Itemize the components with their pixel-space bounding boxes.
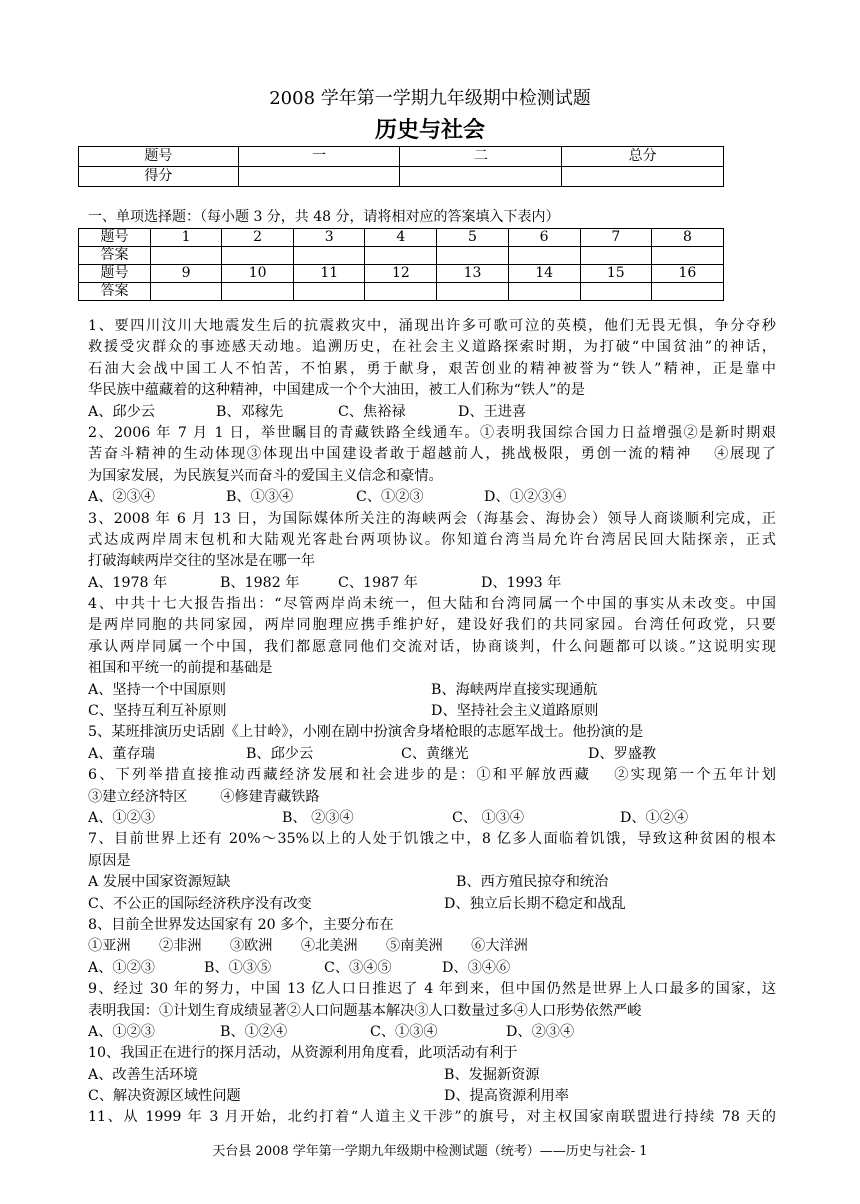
option-a: A、董存瑞 (88, 745, 155, 762)
score-cell (238, 167, 400, 187)
question-text: 4、中共十七大报告指出：“尽管两岸尚未统一，但大陆和台湾同属一个中国的事实从未改变。中国 (88, 596, 776, 613)
option-d: D、罗盛教 (588, 745, 657, 762)
options-row (88, 1065, 776, 1086)
options-row (88, 808, 776, 829)
answer-cell (222, 283, 294, 301)
question-number: 16 (651, 265, 723, 283)
answer-label: 答案 (79, 247, 151, 265)
option-c: C、不公正的国际经济秩序没有改变 (88, 895, 312, 912)
question-text: ①亚洲 ②非洲 ③欧洲 ④北美洲 ⑤南美洲 ⑥大洋洲 (88, 938, 528, 955)
option-b: B、邱少云 (246, 745, 314, 762)
question-number: 12 (365, 265, 437, 283)
option-a: A、②③④ (88, 489, 155, 506)
question-text: 6、下列举措直接推动西藏经济发展和社会进步的是：①和平解放西藏 ②实现第一个五年计划 (88, 767, 776, 784)
options-row (88, 958, 776, 979)
question-number: 13 (437, 265, 508, 283)
options-row (88, 744, 776, 765)
answer-table (78, 228, 724, 301)
option-a: A、1978 年 (88, 574, 168, 591)
options-row (88, 894, 776, 915)
options-row (88, 872, 776, 893)
option-c: C、坚持互利互补原则 (88, 703, 227, 720)
answer-cell (437, 283, 508, 301)
option-c: C、①②③ (356, 489, 424, 506)
answer-cell (365, 283, 437, 301)
answer-table-row (79, 283, 724, 301)
score-table-row (79, 147, 724, 167)
score-table-row (79, 167, 724, 187)
score-header-cell: 二 (400, 147, 562, 167)
score-cell (562, 167, 724, 187)
question-number: 6 (508, 229, 580, 247)
answer-cell (294, 283, 365, 301)
question-text: 9、经过 30 年的努力，中国 13 亿人口日推迟了 4 年到来，但中国仍然是世界上人口最多的国家，这 (88, 981, 776, 998)
score-label-cell: 得分 (79, 167, 239, 187)
question-number-label: 题号 (79, 229, 151, 247)
answer-cell (508, 283, 580, 301)
option-d: D、提高资源利用率 (444, 1088, 569, 1105)
question-text: ③建立经济特区 ④修建青藏铁路 (88, 788, 320, 805)
question-text: 表明我国：①计划生育成绩显著②人口问题基本解决③人口数量过多④人口形势依然严峻 (88, 1002, 642, 1019)
options-row (88, 1022, 776, 1043)
question-text: 5、某班排演历史话剧《上甘岭》，小刚在剧中扮演舍身堵枪眼的志愿军战士。他扮演的是 (88, 724, 644, 741)
answer-cell (365, 247, 437, 265)
options-row (88, 680, 776, 701)
option-d: D、独立后长期不稳定和战乱 (444, 895, 626, 912)
question-text: 10、我国正在进行的探月活动，从资源利用角度看，此项活动有利于 (88, 1045, 518, 1062)
answer-cell (151, 247, 222, 265)
option-c: C、解决资源区域性问题 (88, 1088, 241, 1105)
options-row (88, 1086, 776, 1107)
question-text: 承认两岸同属一个中国，我们都愿意同他们交流对话，协商谈判，什么问题都可以谈。”这说明实现 (88, 638, 776, 655)
answer-table-row (79, 229, 724, 247)
question-text: 11、从 1999 年 3 月开始，北约打着“人道主义干涉”的旗号，对主权国家南联盟进行持续 78 天的 (88, 1109, 776, 1126)
answer-table-row (79, 247, 724, 265)
question-number: 2 (222, 229, 294, 247)
section-heading: 一、单项选择题：（每小题 3 分，共 48 分，请将相对应的答案填入下表内） (88, 209, 560, 225)
question-text: 华民族中蕴藏着的这种精神，中国建成一个个大油田，被工人们称为“铁人”的是 (88, 382, 585, 399)
options-row (88, 573, 776, 594)
option-a: A、邱少云 (88, 403, 155, 420)
option-d: D、③④⑥ (442, 959, 511, 976)
answer-table-row (79, 265, 724, 283)
question-text: 7、目前世界上还有 20%～35%以上的人处于饥饿之中，8 亿多人面临着饥饿，导致这种贫困的根本 (88, 831, 776, 848)
option-b: B、①②④ (220, 1023, 288, 1040)
option-a: A、①②③ (88, 1023, 155, 1040)
score-header-cell: 一 (238, 147, 400, 167)
question-number: 8 (651, 229, 723, 247)
question-text: 式达成两岸周末包机和大陆观光客赴台两项协议。你知道台湾当局允许台湾居民回大陆探亲，正式 (88, 531, 776, 548)
question-text: 石油大会战中国工人不怕苦，不怕累，勇于献身，艰苦创业的精神被誉为“铁人”精神，正是靠中 (88, 360, 776, 377)
question-number: 3 (294, 229, 365, 247)
option-d: D、坚持社会主义道路原则 (431, 703, 599, 720)
question-text: 祖国和平统一的前提和基础是 (88, 660, 273, 677)
option-c: C、1987 年 (338, 574, 418, 591)
question-number: 1 (151, 229, 222, 247)
question-number: 10 (222, 265, 294, 283)
answer-cell (222, 247, 294, 265)
question-number: 11 (294, 265, 365, 283)
answer-cell (580, 283, 651, 301)
answer-label: 答案 (79, 283, 151, 301)
option-c: C、焦裕禄 (338, 403, 406, 420)
question-number: 7 (580, 229, 651, 247)
option-d: D、王进喜 (458, 403, 527, 420)
options-row (88, 402, 776, 423)
answer-cell (437, 247, 508, 265)
option-a: A、坚持一个中国原则 (88, 681, 226, 698)
option-d: D、1993 年 (481, 574, 562, 591)
question-text: 2、2006 年 7 月 1 日，举世瞩目的青藏铁路全线通车。①表明我国综合国力日益增强②是新时期艰 (88, 424, 776, 441)
option-a: A、①②③ (88, 809, 155, 826)
exam-title: 2008 学年第一学期九年级期中检测试题 (269, 88, 591, 109)
score-header-cell: 题号 (79, 147, 239, 167)
option-d: D、②③④ (506, 1023, 575, 1040)
option-a: A、①②③ (88, 959, 155, 976)
question-text: 1、要四川汶川大地震发生后的抗震救灾中，涌现出许多可歌可泣的英模，他们无畏无惧，争分夺秒 (88, 318, 776, 334)
option-c: C、 ①③④ (452, 809, 525, 826)
option-b: B、①③④ (226, 489, 294, 506)
score-header-cell: 总分 (562, 147, 724, 167)
question-text: 3、2008 年 6 月 13 日，为国际媒体所关注的海峡两会（海基会、海协会）领导人商谈顺利完成，正 (88, 510, 776, 527)
option-b: B、邓稼先 (216, 403, 284, 420)
options-row (88, 487, 776, 508)
question-number: 14 (508, 265, 580, 283)
question-text: 救援受灾群众的事迹感天动地。追溯历史，在社会主义道路探索时期，为打破“中国贫油”的神话， (88, 339, 776, 356)
question-text: 是两岸同胞的共同家园，两岸同胞理应携手维护好，建设好我们的共同家园。台湾任何政党，只要 (88, 617, 776, 634)
answer-cell (151, 283, 222, 301)
question-text: 8、目前全世界发达国家有 20 多个，主要分布在 (88, 916, 394, 933)
answer-cell (508, 247, 580, 265)
answer-cell (651, 283, 723, 301)
option-c: C、③④⑤ (324, 959, 392, 976)
option-a: A 发展中国家资源短缺 (88, 874, 231, 891)
option-c: C、黄继光 (401, 745, 469, 762)
option-c: C、①③④ (370, 1023, 438, 1040)
option-b: B、1982 年 (220, 574, 300, 591)
question-text: 原因是 (88, 852, 131, 869)
question-number-label: 题号 (79, 265, 151, 283)
option-b: B、发掘新资源 (444, 1066, 540, 1083)
question-text: 为国家发展，为民族复兴而奋斗的爱国主义信念和豪情。 (88, 467, 443, 484)
option-d: D、①②④ (620, 809, 689, 826)
question-number: 5 (437, 229, 508, 247)
answer-cell (580, 247, 651, 265)
answer-cell (294, 247, 365, 265)
question-text: 打破海峡两岸交往的坚冰是在哪一年 (88, 553, 316, 570)
option-d: D、①②③④ (484, 489, 567, 506)
score-table (78, 146, 724, 187)
option-b: B、 ②③④ (282, 809, 354, 826)
page-footer: 天台县 2008 学年第一学期九年级期中检测试题（统考）——历史与社会- 1 (212, 1144, 648, 1159)
question-number: 9 (151, 265, 222, 283)
option-b: B、海峡两岸直接实现通航 (431, 681, 598, 698)
options-row (88, 701, 776, 722)
option-b: B、①③⑤ (204, 959, 272, 976)
score-cell (400, 167, 562, 187)
question-number: 4 (365, 229, 437, 247)
answer-cell (651, 247, 723, 265)
question-number: 15 (580, 265, 651, 283)
question-text: 苦奋斗精神的生动体现③体现出中国建设者敢于超越前人，挑战极限，勇创一流的精神 ④展现了 (88, 446, 776, 463)
option-b: B、西方殖民掠夺和统治 (456, 874, 609, 891)
subject-title: 历史与社会 (374, 117, 485, 143)
option-a: A、改善生活环境 (88, 1066, 198, 1083)
questions-area (88, 316, 776, 1129)
